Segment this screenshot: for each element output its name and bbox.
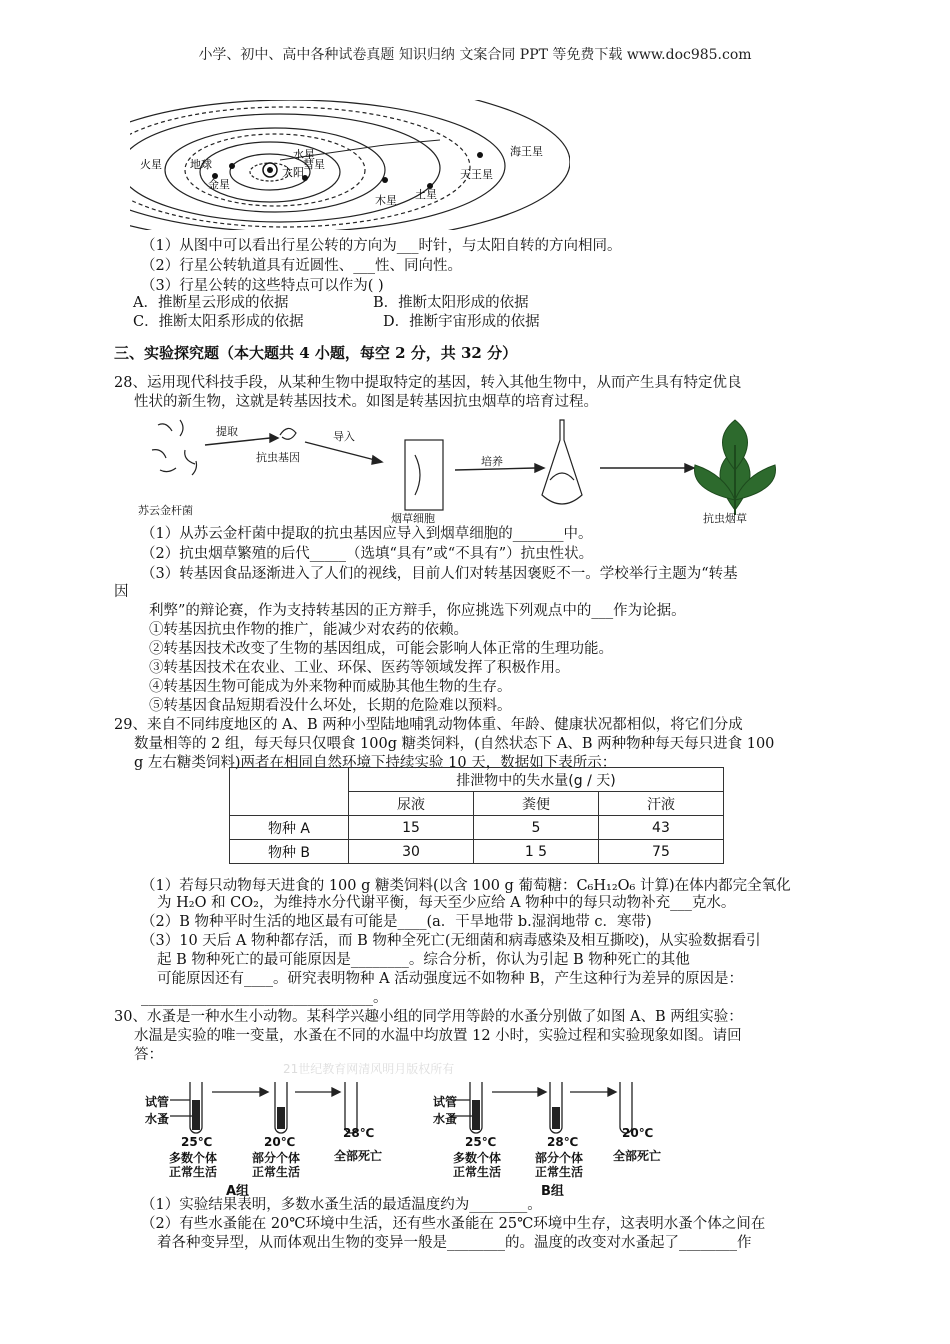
group-title: B组 — [541, 1184, 564, 1199]
q30-intro: 答： — [134, 1047, 163, 1063]
diagram-label: 烟草细胞 — [391, 512, 435, 525]
diagram-label: 部分个体 — [252, 1151, 301, 1165]
q29-intro: g 左右糖类饲料)两者在相同自然环境下持续实验 10 天，数据如下表所示： — [134, 755, 617, 771]
diagram-label: 20℃ — [622, 1126, 654, 1140]
diagram-label: 正常生活 — [252, 1165, 301, 1179]
diagram-label: 多数个体 — [453, 1151, 502, 1165]
q28-intro: 28、运用现代科技手段，从某种生物中提取特定的基因，转入其他生物中，从而产生具有特定优良 — [114, 375, 742, 391]
q28-line: （1）从苏云金杆菌中提取的抗虫基因应导入到烟草细胞的_______中。 — [141, 526, 593, 542]
diagram-label: 多数个体 — [169, 1151, 218, 1165]
diagram-label: 导入 — [333, 430, 355, 443]
q28-line: （3）转基因食品逐渐进入了人们的视线，目前人们对转基因褒贬不一。学校举行主题为“转基 — [141, 566, 738, 582]
q28-point: ①转基因抗虫作物的推广，能减少对农药的依赖。 — [149, 622, 468, 638]
q29-line: （3）10 天后 A 物种都存活，而 B 物种全死亡(无细菌和病毒感染及相互撕咬)，从实验数据看引 — [141, 933, 761, 949]
solar-system-diagram — [130, 100, 570, 230]
q30-intro: 水温是实验的唯一变量，水蚤在不同的水温中均放置 12 小时，实验过程和实验现象如图。请回 — [134, 1028, 742, 1044]
table-column-header: 汗液 — [598, 792, 723, 816]
table-corner — [230, 768, 349, 816]
diagram-label: 28℃ — [343, 1126, 375, 1140]
diagram-label: 正常生活 — [535, 1165, 584, 1179]
diagram-label: 全部死亡 — [334, 1149, 383, 1163]
q28-wrap: 因 — [114, 584, 129, 600]
q30-line: （1）实验结果表明，多数水蚤生活的最适温度约为________。 — [141, 1197, 542, 1213]
table-row-label: 物种 A — [230, 816, 349, 840]
table-row — [230, 816, 724, 840]
diagram-label: 水星 — [293, 148, 315, 161]
table-row — [230, 768, 724, 792]
diagram-label: 水蚤 — [433, 1112, 458, 1126]
q28-point: ②转基因技术改变了生物的基因组成，可能会影响人体正常的生理功能。 — [149, 641, 613, 657]
table-cell: 30 — [349, 840, 474, 864]
diagram-label: 土星 — [415, 188, 437, 201]
table-cell: 15 — [349, 816, 474, 840]
diagram-label: 金星 — [208, 178, 230, 191]
q29-line: 为 H₂O 和 CO₂，为维持水分代谢平衡，每天至少应给 A 物种中的每只动物补充___克水。 — [157, 895, 736, 911]
q30-intro: 30、水蚤是一种水生小动物。某科学兴趣小组的同学用等龄的水蚤分别做了如图 A、B 两组实验： — [114, 1009, 743, 1025]
diagram-label: 抗虫基因 — [256, 451, 300, 464]
q28-point: ⑤转基因食品短期看没什么坏处，长期的危险难以预料。 — [149, 698, 512, 714]
diagram-label: 试管 — [433, 1095, 458, 1109]
table-cell: 75 — [598, 840, 723, 864]
q27-line: （2）行星公转轨道具有近圆性、___性、同向性。 — [141, 258, 462, 274]
diagram-label: 地球 — [190, 158, 212, 171]
q27-line: （3）行星公转的这些特点可以作为( ) — [141, 278, 384, 294]
q29-intro: 数量相等的 2 组，每天每只仅喂食 100g 糖类饲料，(自然状态下 A、B 两种物种每天每只进食 100 — [134, 736, 775, 752]
diagram-label: 苏云金杆菌 — [138, 504, 193, 517]
diagram-label: 试管 — [145, 1095, 170, 1109]
q29-line: （2）B 物种平时生活的地区最有可能是____(a．干旱地带 b.湿润地带 c．寒带) — [141, 914, 652, 930]
diagram-label: 20℃ — [264, 1135, 296, 1149]
q28-intro: 性状的新生物，这就是转基因技术。如图是转基因抗虫烟草的培育过程。 — [134, 394, 598, 410]
q27-option-a: A．推断星云形成的依据 — [133, 295, 289, 311]
diagram-label: 太阳 — [282, 166, 304, 179]
q27-option-b: B．推断太阳形成的依据 — [373, 295, 529, 311]
q29-line: 起 B 物种死亡的最可能原因是________。综合分析，你认为引起 B 物种死亡的其他 — [157, 952, 690, 968]
table-cell: 1 5 — [473, 840, 598, 864]
q27-line: （1）从图中可以看出行星公转的方向为___时针，与太阳自转的方向相同。 — [141, 238, 622, 254]
diagram-label: 天王星 — [460, 168, 493, 181]
table-cell: 43 — [598, 816, 723, 840]
q30-line: 着各种变异型，从而体观出生物的变异一般是________的。温度的改变对水蚤起了________作 — [157, 1235, 752, 1251]
q29-intro: 29、来自不同纬度地区的 A、B 两种小型陆地哺乳动物体重、年龄、健康状况都相似，将它们分成 — [114, 717, 743, 733]
diagram-label: 海王星 — [510, 145, 543, 158]
q30-line: （2）有些水蚤能在 20℃环境中生活，还有些水蚤能在 25℃环境中生存，这表明水蚤个体之间在 — [141, 1216, 766, 1232]
diagram-label: 28℃ — [547, 1135, 579, 1149]
data-table — [229, 767, 724, 864]
diagram-label: 水蚤 — [145, 1112, 170, 1126]
q27-option-d: D．推断宇宙形成的依据 — [383, 314, 540, 330]
table-column-header: 尿液 — [349, 792, 474, 816]
diagram-label: 木星 — [375, 194, 397, 207]
table-column-header: 粪便 — [473, 792, 598, 816]
table-row — [230, 840, 724, 864]
water-flea-diagram — [140, 1072, 700, 1142]
diagram-label: 彗星 — [303, 158, 325, 171]
q29-line: ________________________________。 — [141, 990, 388, 1006]
page-header: 小学、初中、高中各种试卷真题 知识归纳 文案合同 PPT 等免费下载 www.doc985.com — [198, 47, 752, 63]
table-header: 排泄物中的失水量(g / 天) — [349, 768, 724, 792]
table-row-label: 物种 B — [230, 840, 349, 864]
diagram-label: 25℃ — [181, 1135, 213, 1149]
diagram-label: 火星 — [140, 158, 162, 171]
diagram-label: 抗虫烟草 — [703, 512, 747, 525]
q28-point: ④转基因生物可能成为外来物种而威胁其他生物的生存。 — [149, 679, 512, 695]
q28-point: ③转基因技术在农业、工业、环保、医药等领域发挥了积极作用。 — [149, 660, 570, 676]
transgenic-diagram — [140, 410, 800, 530]
q29-line: （1）若每只动物每天进食的 100 g 糖类饲料(以含 100 g 葡萄糖：C₆H₁₂O₆ 计算)在体内都完全氧化 — [141, 878, 791, 894]
diagram-label: 25℃ — [465, 1135, 497, 1149]
q28-line: （2）抗虫烟草繁殖的后代_____（选填“具有”或“不具有”）抗虫性状。 — [141, 546, 594, 562]
diagram-label: 全部死亡 — [613, 1149, 662, 1163]
q28-line: 利弊”的辩论赛，作为支持转基因的正方辩手，你应挑选下列观点中的___作为论据。 — [149, 603, 686, 619]
diagram-label: 正常生活 — [169, 1165, 218, 1179]
diagram-label: 正常生活 — [453, 1165, 502, 1179]
group-title: A组 — [226, 1184, 250, 1199]
table-cell: 5 — [473, 816, 598, 840]
q29-line: 可能原因还有____。研究表明物种 A 活动强度远不如物种 B，产生这种行为差异的原因是： — [157, 971, 743, 987]
watermark: 21世纪教育网清风明月版权所有 — [283, 1062, 455, 1076]
q27-option-c: C．推断太阳系形成的依据 — [133, 314, 304, 330]
diagram-label: 提取 — [216, 425, 238, 438]
diagram-label: 培养 — [481, 455, 503, 468]
diagram-label: 部分个体 — [535, 1151, 584, 1165]
section-title: 三、实验探究题（本大题共 4 小题，每空 2 分，共 32 分） — [114, 344, 518, 362]
